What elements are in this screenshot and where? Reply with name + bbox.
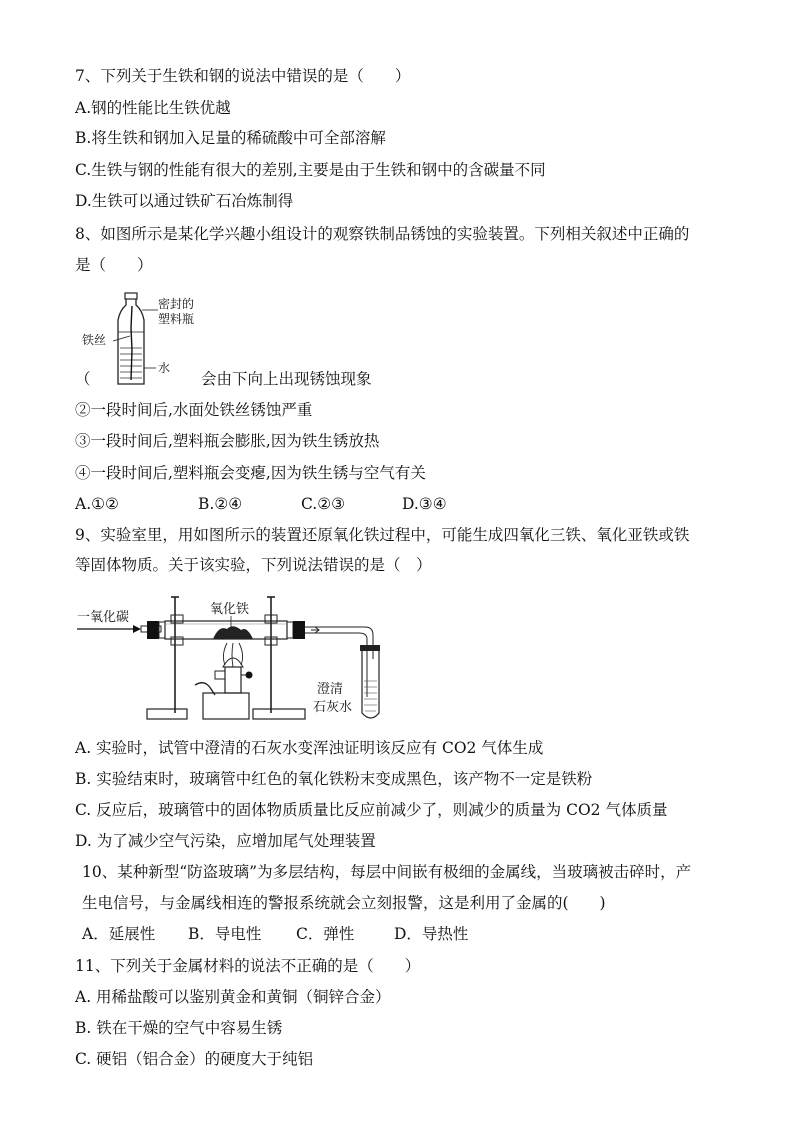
label-iron-oxide: 氧化铁 [210,602,250,617]
q7-option-a: A.钢的性能比生铁优越 [75,99,231,117]
q10-option-c: C．弹性 [296,925,355,943]
q8-option-a: A.①② [75,495,119,513]
q10-option-d: D．导热性 [394,925,469,943]
q9-option-b: B. 实验结束时，玻璃管中红色的氧化铁粉末变成黑色，该产物不一定是铁粉 [75,770,593,788]
q11-option-b: B. 铁在干燥的空气中容易生锈 [75,1019,283,1037]
q9-option-c: C. 反应后，玻璃管中的固体物质质量比反应前减少了，则减少的质量为 CO2 气体质量 [75,801,668,819]
q11-option-c: C. 硬铝（铝合金）的硬度大于纯铝 [75,1050,314,1068]
label-carbon-monoxide: 一氧化碳 [77,610,130,625]
q7-option-d: D.生铁可以通过铁矿石冶炼制得 [75,192,294,210]
label-sealed-bottle-1: 密封的 [158,297,195,311]
q11-option-a: A. 用稀盐酸可以鉴别黄金和黄铜（铜锌合金） [75,988,391,1006]
q7-option-c: C.生铁与钢的性能有很大的差别,主要是由于生铁和钢中的含碳量不同 [75,161,546,179]
q11-stem: 11、下列关于金属材料的说法不正确的是（ ） [75,957,421,975]
q9-option-a: A. 实验时，试管中澄清的石灰水变浑浊证明该反应有 CO2 气体生成 [75,739,544,757]
q9-option-d: D. 为了减少空气污染，应增加尾气处理装置 [75,832,376,850]
q8-stem-line1: 8、如图所示是某化学兴趣小组设计的观察铁制品锈蚀的实验装置。下列相关叙述中正确的 [75,225,690,243]
label-sealed-bottle-2: 塑料瓶 [158,312,195,326]
q10-stem-line1: 10、某种新型“防盗玻璃”为多层结构，每层中间嵌有极细的金属线，当玻璃被击碎时，产 [82,863,692,881]
q10-option-a: A．延展性 [82,925,156,943]
q10-stem-line2: 生电信号，与金属线相连的警报系统就会立刻报警，这是利用了金属的( ) [82,894,606,912]
q8-statement-2: ②一段时间后,水面处铁丝锈蚀严重 [75,401,313,419]
label-limewater-1: 澄清 [317,682,344,697]
q10-options [82,924,468,944]
q8-statement-1 [75,369,372,389]
q9-stem-line2: 等固体物质。关于该实验，下列说法错误的是（ ） [75,556,432,574]
q8-statement-4: ④一段时间后,塑料瓶会变瘪,因为铁生锈与空气有关 [75,464,426,482]
q8-stem-line2: 是（ ） [75,256,153,274]
label-iron-wire: 铁丝 [82,333,107,347]
q8-option-b: B.②④ [198,495,243,513]
q7-option-b: B.将生铁和钢加入足量的稀硫酸中可全部溶解 [75,129,386,147]
q8-statement-3: ③一段时间后,塑料瓶会膨胀,因为铁生锈放热 [75,432,380,450]
label-water: 水 [158,361,171,375]
q8-options [75,494,447,514]
q7-stem: 7、下列关于生铁和钢的说法中错误的是（ ） [75,67,411,85]
label-limewater-2: 石灰水 [313,700,353,715]
q9-stem-line1: 9、实验室里，用如图所示的装置还原氧化铁过程中，可能生成四氧化三铁、氧化亚铁或铁 [75,526,690,544]
q10-option-b: B．导电性 [188,925,262,943]
q8-option-d: D.③④ [402,495,447,513]
statement-1-text: 会由下向上出现锈蚀现象 [201,370,372,388]
q8-option-c: C.②③ [301,495,346,513]
co-reduction-apparatus-figure [75,585,405,730]
statement-1-hidden-prefix: （ [75,370,91,388]
